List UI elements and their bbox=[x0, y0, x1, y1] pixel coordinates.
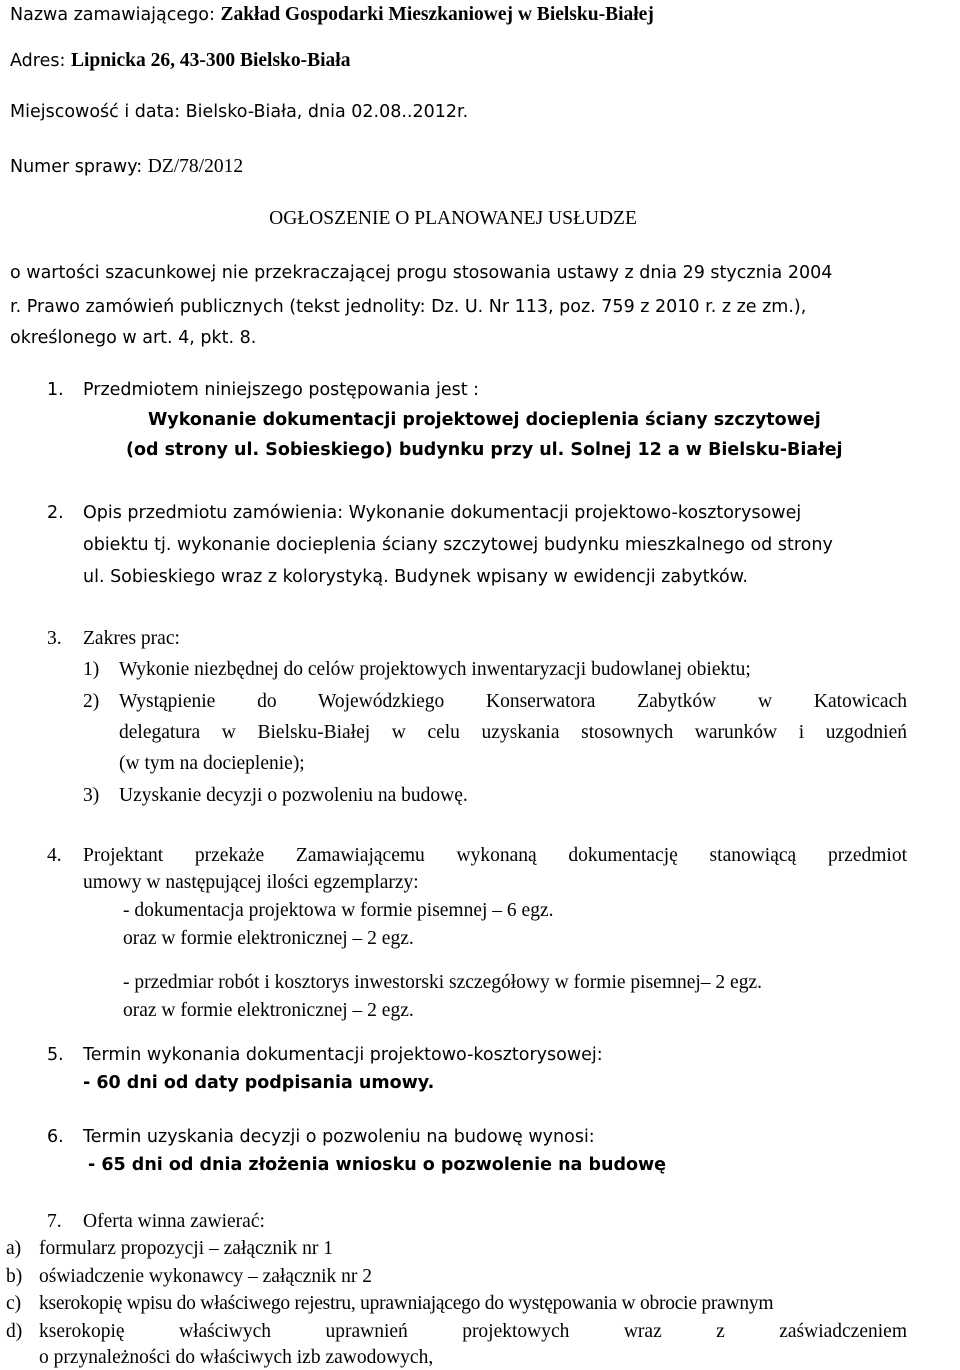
section-3-item-2-line-1: Wystąpienie do Wojewódzkiego Konserwatora Zabytków w Katowicach bbox=[119, 691, 907, 712]
contracting-party-label: Nazwa zamawiającego: bbox=[10, 5, 221, 25]
section-7-number: 7. bbox=[47, 1211, 62, 1232]
section-4-number: 4. bbox=[47, 845, 62, 866]
contracting-party-value: Zakład Gospodarki Mieszkaniowej w Bielsku-Białej bbox=[220, 4, 654, 25]
case-number-label: Numer sprawy: bbox=[10, 157, 148, 177]
section-3-heading: Zakres prac: bbox=[83, 628, 180, 649]
address bbox=[10, 48, 350, 73]
section-6-number: 6. bbox=[47, 1127, 64, 1147]
section-3-number: 3. bbox=[47, 628, 62, 649]
section-1-text: Przedmiotem niniejszego postępowania jest : bbox=[83, 380, 480, 400]
section-7-item-b: oświadczenie wykonawcy – załącznik nr 2 bbox=[39, 1266, 372, 1287]
section-1-number: 1. bbox=[47, 380, 64, 400]
section-2-line-2: obiektu tj. wykonanie docieplenia ściany szczytowej budynku mieszkalnego od strony bbox=[83, 535, 833, 555]
case-number bbox=[10, 154, 243, 179]
intro-line-3: określonego w art. 4, pkt. 8. bbox=[10, 328, 257, 348]
section-3-item-3-number: 3) bbox=[83, 785, 100, 806]
section-2-line-1: Opis przedmiotu zamówienia: Wykonanie dokumentacji projektowo-kosztorysowej bbox=[83, 503, 802, 523]
section-3-item-2-line-3: (w tym na docieplenie); bbox=[119, 753, 305, 774]
section-4-line-1: Projektant przekaże Zamawiającemu wykonaną dokumentację stanowiącą przedmiot bbox=[83, 845, 907, 866]
place-and-date: Miejscowość i data: Bielsko-Biała, dnia 02.08..2012r. bbox=[10, 102, 469, 122]
section-3-item-1: Wykonie niezbędnej do celów projektowych inwentaryzacji budowlanej obiektu; bbox=[119, 659, 751, 680]
section-4-line-5: - przedmiar robót i kosztorys inwestorski szczegółowy w formie pisemnej– 2 egz. bbox=[123, 972, 762, 993]
page-title: OGŁOSZENIE O PLANOWANEJ USŁUDZE bbox=[269, 208, 637, 229]
section-4-line-2: umowy w następującej ilości egzemplarzy: bbox=[83, 872, 419, 893]
section-7-item-d-line-2: o przynależności do właściwych izb zawodowych, bbox=[39, 1347, 434, 1368]
section-6-deadline: - 65 dni od dnia złożenia wniosku o pozwolenie na budowę bbox=[88, 1155, 667, 1175]
section-5-number: 5. bbox=[47, 1045, 64, 1065]
section-3-item-2-number: 2) bbox=[83, 691, 100, 712]
address-value: Lipnicka 26, 43-300 Bielsko-Biała bbox=[70, 50, 351, 71]
section-7-item-c: kserokopię wpisu do właściwego rejestru, uprawniającego do występowania w obrocie prawnym bbox=[39, 1293, 774, 1314]
section-4-line-4: oraz w formie elektronicznej – 2 egz. bbox=[123, 928, 414, 949]
section-5-line-1: Termin wykonania dokumentacji projektowo-kosztorysowej: bbox=[83, 1045, 603, 1065]
section-3-item-1-number: 1) bbox=[83, 659, 100, 680]
intro-line-2: r. Prawo zamówień publicznych (tekst jednolity: Dz. U. Nr 113, poz. 759 z 2010 r. z ze zm.), bbox=[10, 297, 807, 317]
section-7-item-c-number: c) bbox=[6, 1293, 22, 1314]
section-7-item-d-number: d) bbox=[6, 1321, 23, 1342]
contracting-party bbox=[10, 2, 654, 27]
case-number-value: DZ/78/2012 bbox=[147, 156, 244, 177]
section-2-line-3: ul. Sobieskiego wraz z kolorystyką. Budynek wpisany w ewidencji zabytków. bbox=[83, 567, 748, 587]
section-3-item-3: Uzyskanie decyzji o pozwoleniu na budowę. bbox=[119, 785, 468, 806]
section-7-item-b-number: b) bbox=[6, 1266, 23, 1287]
section-6-line-1: Termin uzyskania decyzji o pozwoleniu na budowę wynosi: bbox=[83, 1127, 595, 1147]
section-1-subject-line-1: Wykonanie dokumentacji projektowej docieplenia ściany szczytowej bbox=[148, 410, 821, 430]
section-4-line-6: oraz w formie elektronicznej – 2 egz. bbox=[123, 1000, 414, 1021]
address-label: Adres: bbox=[10, 51, 71, 71]
section-7-item-d-line-1: kserokopię właściwych uprawnień projektowych wraz z zaświadczeniem bbox=[39, 1321, 907, 1342]
section-3-item-2-line-2: delegatura w Bielsku-Białej w celu uzyskania stosownych warunków i uzgodnień bbox=[119, 722, 907, 743]
section-7-heading: Oferta winna zawierać: bbox=[83, 1211, 265, 1232]
section-5-deadline: - 60 dni od daty podpisania umowy. bbox=[83, 1073, 435, 1093]
section-7-item-a-number: a) bbox=[6, 1238, 22, 1259]
section-7-item-a: formularz propozycji – załącznik nr 1 bbox=[39, 1238, 333, 1259]
intro-line-1: o wartości szacunkowej nie przekraczającej progu stosowania ustawy z dnia 29 stycznia 2004 bbox=[10, 263, 833, 283]
section-1-subject-line-2: (od strony ul. Sobieskiego) budynku przy ul. Solnej 12 a w Bielsku-Białej bbox=[126, 440, 843, 460]
section-4-line-3: - dokumentacja projektowa w formie pisemnej – 6 egz. bbox=[123, 900, 554, 921]
section-2-number: 2. bbox=[47, 503, 64, 523]
